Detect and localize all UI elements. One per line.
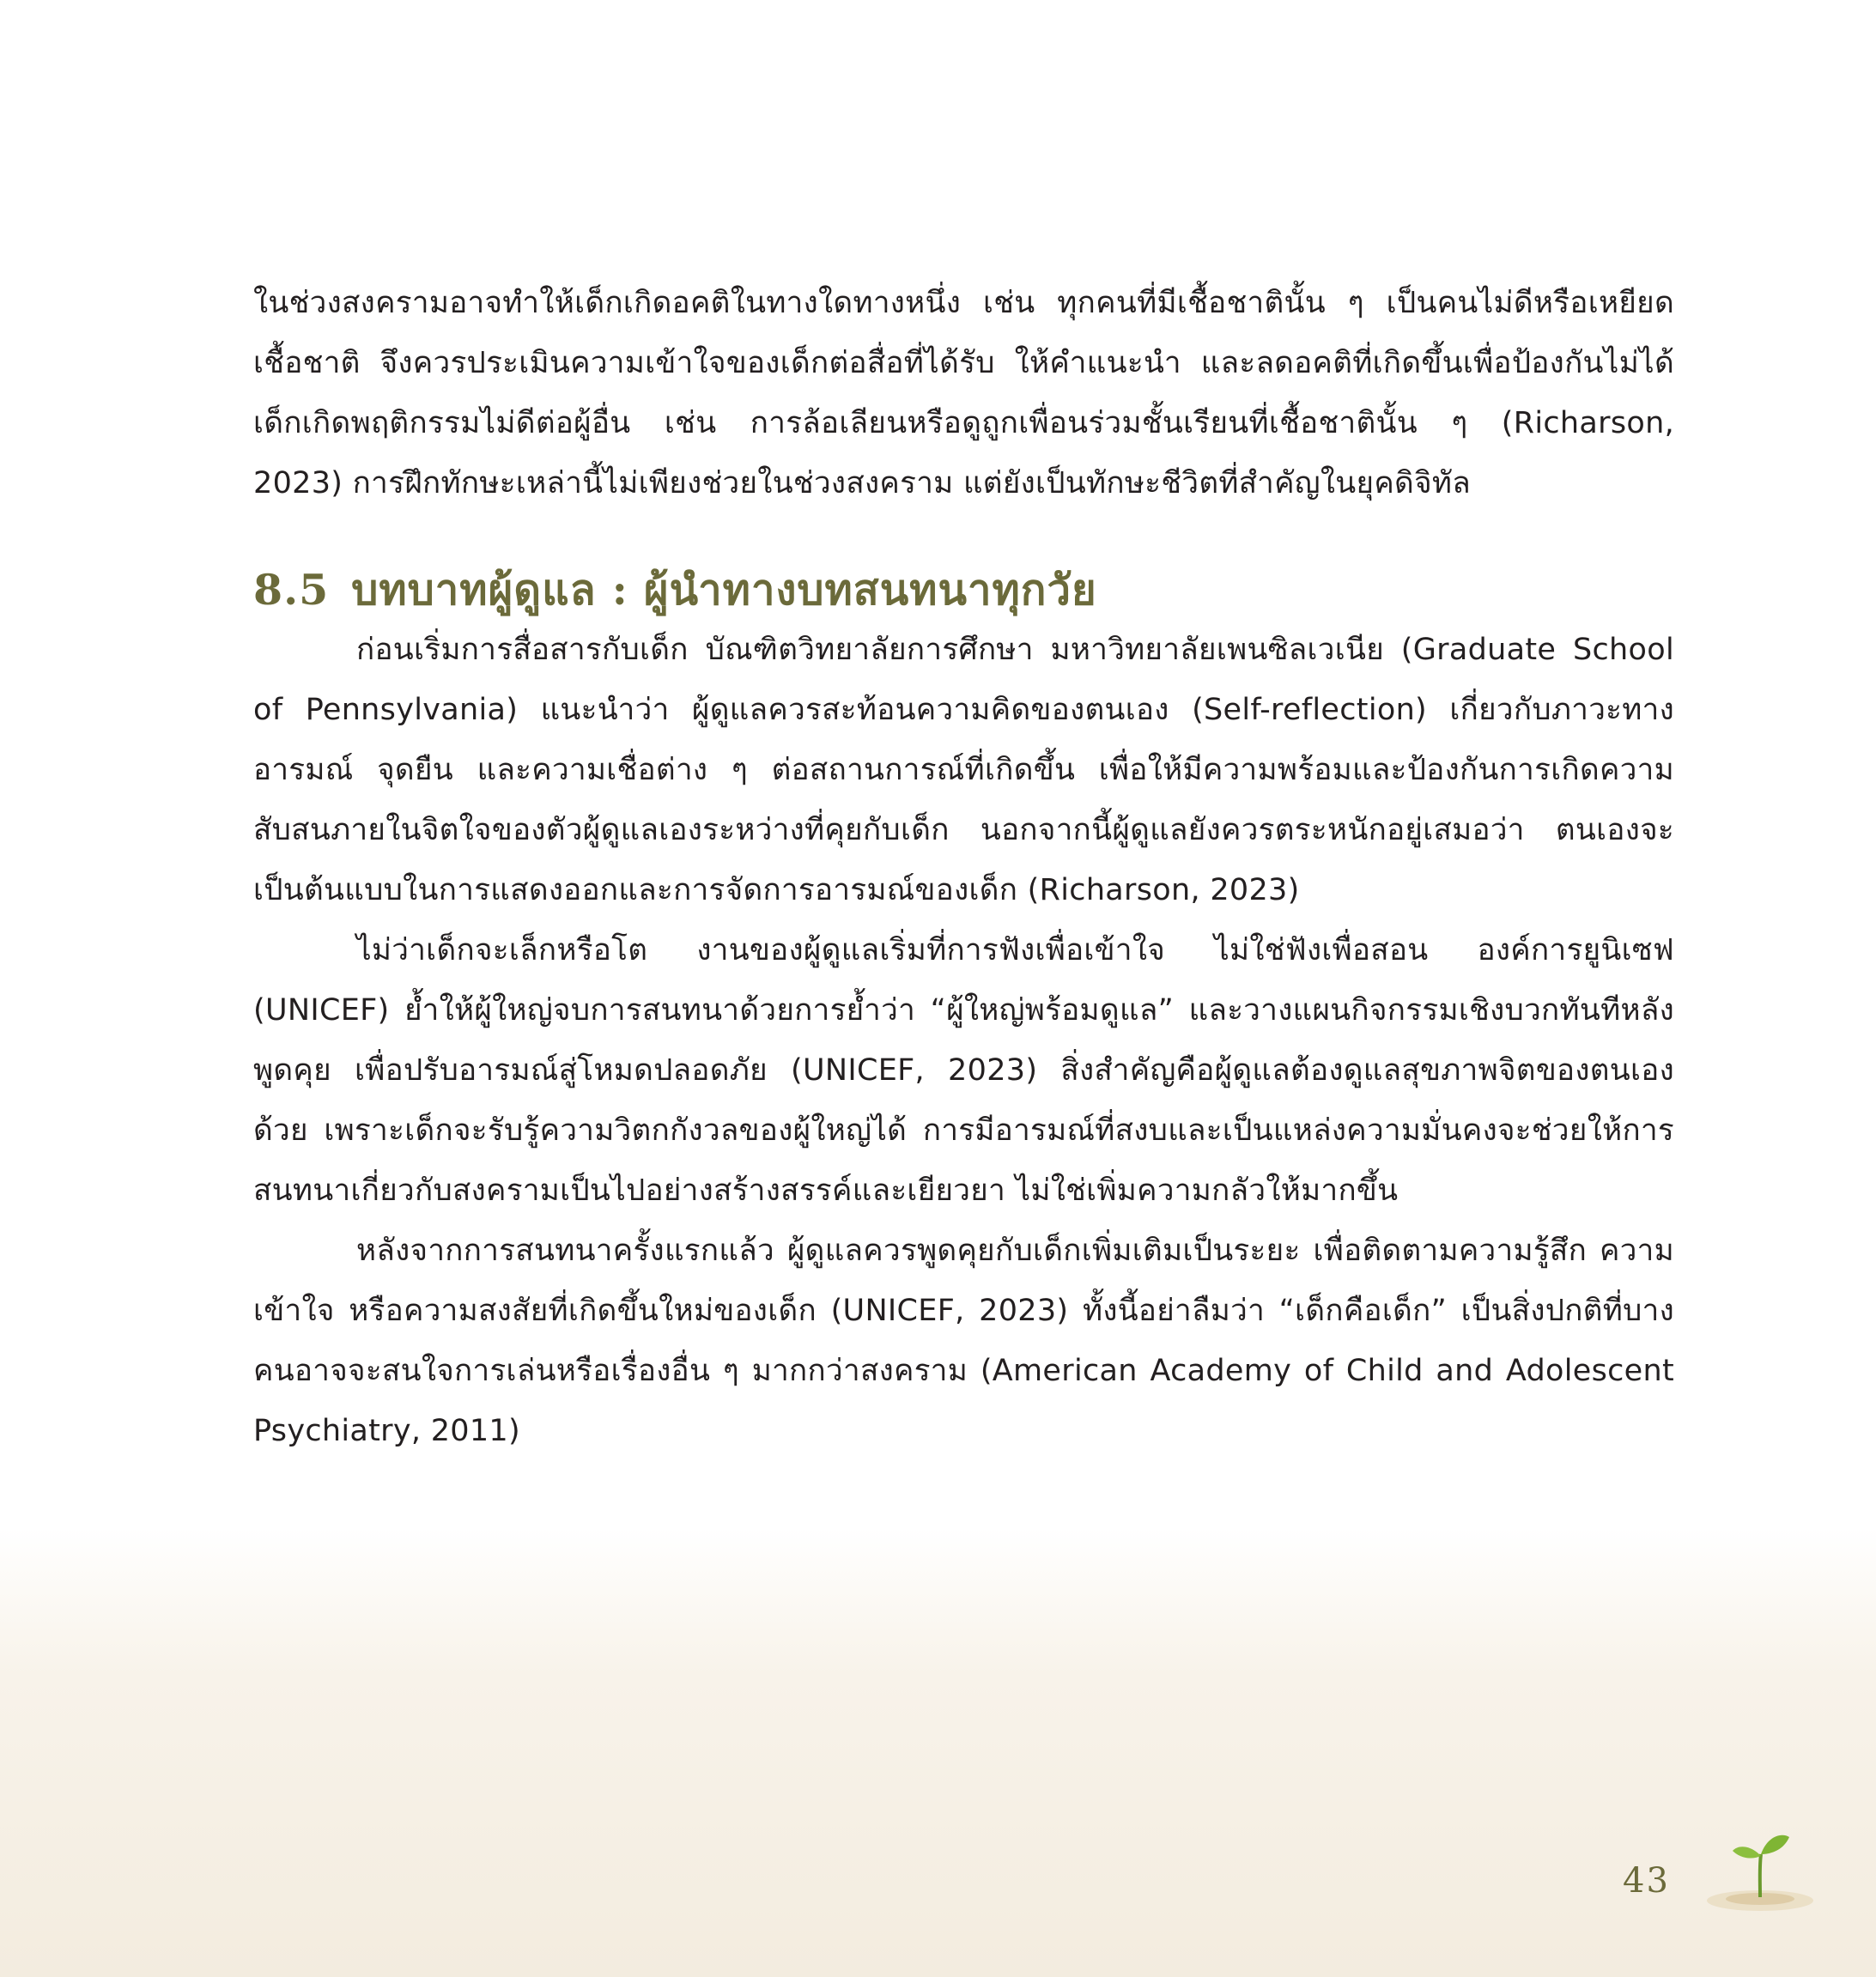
section-heading — [253, 560, 1674, 620]
paragraph-continued: ในช่วงสงครามอาจทำให้เด็กเกิดอคติในทางใดทางหนึ่ง เช่น ทุกคนที่มีเชื้อชาตินั้น ๆ เป็นคนไม่ดีหรือเหยียดเชื้อชาติ จึงควรประเมินความเข้าใจของเด็กต่อสื่อที่ได้รับ ให้คำแนะนำ และลดอคติที่เกิดขึ้นเพื่อป้องกันไม่ได้เด็กเกิดพฤติกรรมไม่ดีต่อผู้อื่น เช่น การล้อเลียนหรือดูถูกเพื่อนร่วมชั้นเรียนที่เชื้อชาตินั้น ๆ (Richarson, 2023) การฝึกทักษะเหล่านี้ไม่เพียงช่วยในช่วงสงคราม แต่ยังเป็นทักษะชีวิตที่สำคัญในยุคดิจิทัล — [253, 286, 1674, 500]
page-number: 43 — [1623, 1861, 1670, 1901]
sprout-icon — [1700, 1811, 1820, 1914]
paragraph-self-reflection: ก่อนเริ่มการสื่อสารกับเด็ก บัณฑิตวิทยาลัยการศึกษา มหาวิทยาลัยเพนซิลเวเนีย (Graduate School of Pennsylvania) แนะนำว่า ผู้ดูแลควรสะท้อนความคิดของตนเอง (Self-reflection) เกี่ยวกับภาวะทางอารมณ์ จุดยืน และความเชื่อต่าง ๆ ต่อสถานการณ์ที่เกิดขึ้น เพื่อให้มีความพร้อมและป้องกันการเกิดความสับสนภายในจิตใจของตัวผู้ดูแลเองระหว่างที่คุยกับเด็ก นอกจากนี้ผู้ดูแลยังควรตระหนักอยู่เสมอว่า ตนเองจะเป็นต้นแบบในการแสดงออกและการจัดการอารมณ์ของเด็ก (Richarson, 2023) — [253, 633, 1674, 907]
page-content — [253, 273, 1674, 1461]
section-title: บทบาทผู้ดูแล : ผู้นำทางบทสนทนาทุกวัย — [351, 565, 1097, 615]
section-number: 8.5 — [253, 565, 330, 615]
paragraph-follow-up: หลังจากการสนทนาครั้งแรกแล้ว ผู้ดูแลควรพูดคุยกับเด็กเพิ่มเติมเป็นระยะ เพื่อติดตามความรู้สึก ความเข้าใจ หรือความสงสัยที่เกิดขึ้นใหม่ของเด็ก (UNICEF, 2023) ทั้งนี้อย่าลืมว่า “เด็กคือเด็ก” เป็นสิ่งปกติที่บางคนอาจจะสนใจการเล่นหรือเรื่องอื่น ๆ มากกว่าสงคราม (American Academy of Child and Adolescent Psychiatry, 2011) — [253, 1234, 1674, 1448]
paragraph-listening: ไม่ว่าเด็กจะเล็กหรือโต งานของผู้ดูแลเริ่มที่การฟังเพื่อเข้าใจ ไม่ใช่ฟังเพื่อสอน องค์การยูนิเซฟ (UNICEF) ย้ำให้ผู้ใหญ่จบการสนทนาด้วยการย้ำว่า “ผู้ใหญ่พร้อมดูแล” และวางแผนกิจกรรมเชิงบวกทันทีหลังพูดคุย เพื่อปรับอารมณ์สู่โหมดปลอดภัย (UNICEF, 2023) สิ่งสำคัญคือผู้ดูแลต้องดูแลสุขภาพจิตของตนเองด้วย เพราะเด็กจะรับรู้ความวิตกกังวลของผู้ใหญ่ได้ การมีอารมณ์ที่สงบและเป็นแหล่งความมั่นคงจะช่วยให้การสนทนาเกี่ยวกับสงครามเป็นไปอย่างสร้างสรรค์และเยียวยา ไม่ใช่เพิ่มความกลัวให้มากขึ้น — [253, 933, 1674, 1208]
